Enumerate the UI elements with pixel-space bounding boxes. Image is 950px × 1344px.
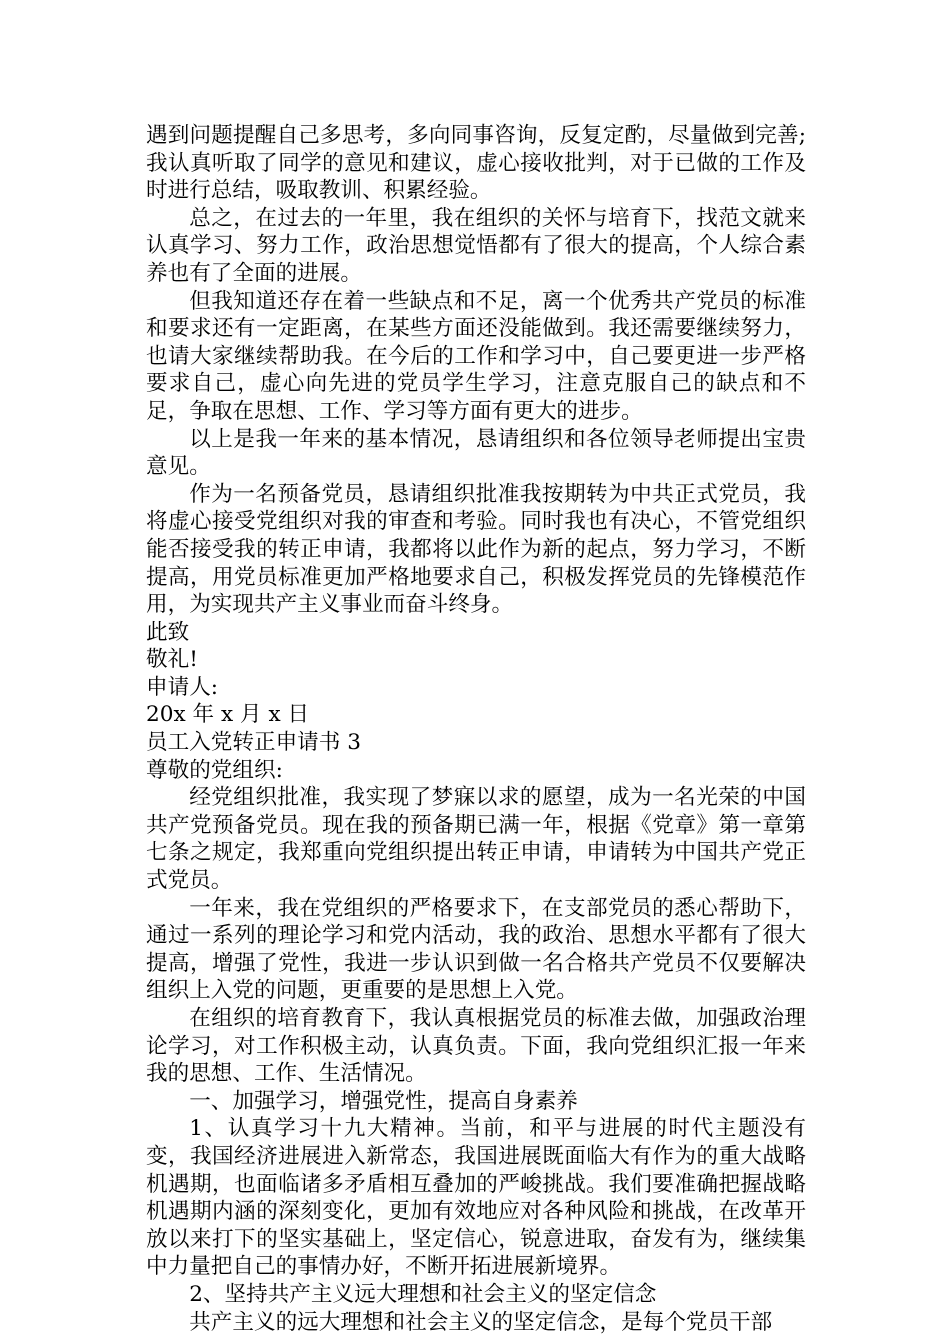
greeting-line: 尊敬的党组织: xyxy=(146,757,283,783)
paragraph: 作为一名预备党员，恳请组织批准我按期转为中共正式党员，我将虚心接受党组织对我的审查和考验。同时我也有决心，不管党组织能否接受我的转正申请，我都将以此作为新的起点，努力学习，不断提高，用党员标准更加严格地要求自己，积极发挥党员的先锋模范作用，为实现共产主义事业而奋斗终身。 xyxy=(146,481,806,618)
paragraph: 但我知道还存在着一些缺点和不足，离一个优秀共产党员的标准和要求还有一定距离，在某些方面还没能做到。我还需要继续努力，也请大家继续帮助我。在今后的工作和学习中，自己要更进一步严格要求自己，虚心向先进的党员学生学习，注意克服自己的缺点和不足，争取在思想、工作、学习等方面有更大的进步。 xyxy=(146,288,806,424)
paragraph: 共产主义的远大理想和社会主义的坚定信念，是每个党员干部 xyxy=(189,1309,773,1335)
section-title: 员工入党转正申请书 3 xyxy=(146,730,361,756)
document-page xyxy=(146,122,806,1336)
paragraph: 遇到问题提醒自己多思考，多向同事咨询，反复定酌，尽量做到完善;我认真听取了同学的意见和建议，虚心接收批判，对于已做的工作及时进行总结，吸取教训、积累经验。 xyxy=(146,123,806,204)
paragraph: 1、认真学习十九大精神。当前，和平与进展的时代主题没有变，我国经济进展进入新常态，我国进展既面临大有作为的重大战略机遇期，也面临诸多矛盾相互叠加的严峻挑战。我们要准确把握战略机遇期内涵的深刻变化，更加有效地应对各种风险和挑战，在改革开放以来打下的坚实基础上，坚定信心，锐意进取，奋发有为，继续集中力量把自己的事情办好，不断开拓进展新境界。 xyxy=(146,1116,806,1280)
closing-line: 此致 xyxy=(146,619,190,645)
paragraph: 在组织的培育教育下，我认真根据党员的标准去做，加强政治理论学习，对工作积极主动，认真负责。下面，我向党组织汇报一年来我的思想、工作、生活情况。 xyxy=(146,1006,806,1087)
date-line: 20x 年 x 月 x 日 xyxy=(146,702,310,728)
heading-line: 2、坚持共产主义远大理想和社会主义的坚定信念 xyxy=(189,1281,657,1307)
heading-line: 一、加强学习，增强党性，提高自身素养 xyxy=(189,1088,578,1114)
paragraph: 一年来，我在党组织的严格要求下，在支部党员的悉心帮助下，通过一系列的理论学习和党内活动，我的政治、思想水平都有了很大提高，增强了党性，我进一步认识到做一名合格共产党员不仅要解决组织上入党的问题，更重要的是思想上入党。 xyxy=(146,895,806,1004)
applicant-line: 申请人: xyxy=(146,674,219,700)
paragraph: 以上是我一年来的基本情况，恳请组织和各位领导老师提出宝贵意见。 xyxy=(146,426,806,480)
paragraph: 经党组织批准，我实现了梦寐以求的愿望，成为一名光荣的中国共产党预备党员。现在我的预备期已满一年，根据《党章》第一章第七条之规定，我郑重向党组织提出转正申请，申请转为中国共产党正式党员。 xyxy=(146,785,806,894)
paragraph: 总之，在过去的一年里，我在组织的关怀与培育下，找范文就来认真学习、努力工作，政治思想觉悟都有了很大的提高，个人综合素养也有了全面的进展。 xyxy=(146,205,806,286)
salutation-line: 敬礼! xyxy=(146,647,198,673)
